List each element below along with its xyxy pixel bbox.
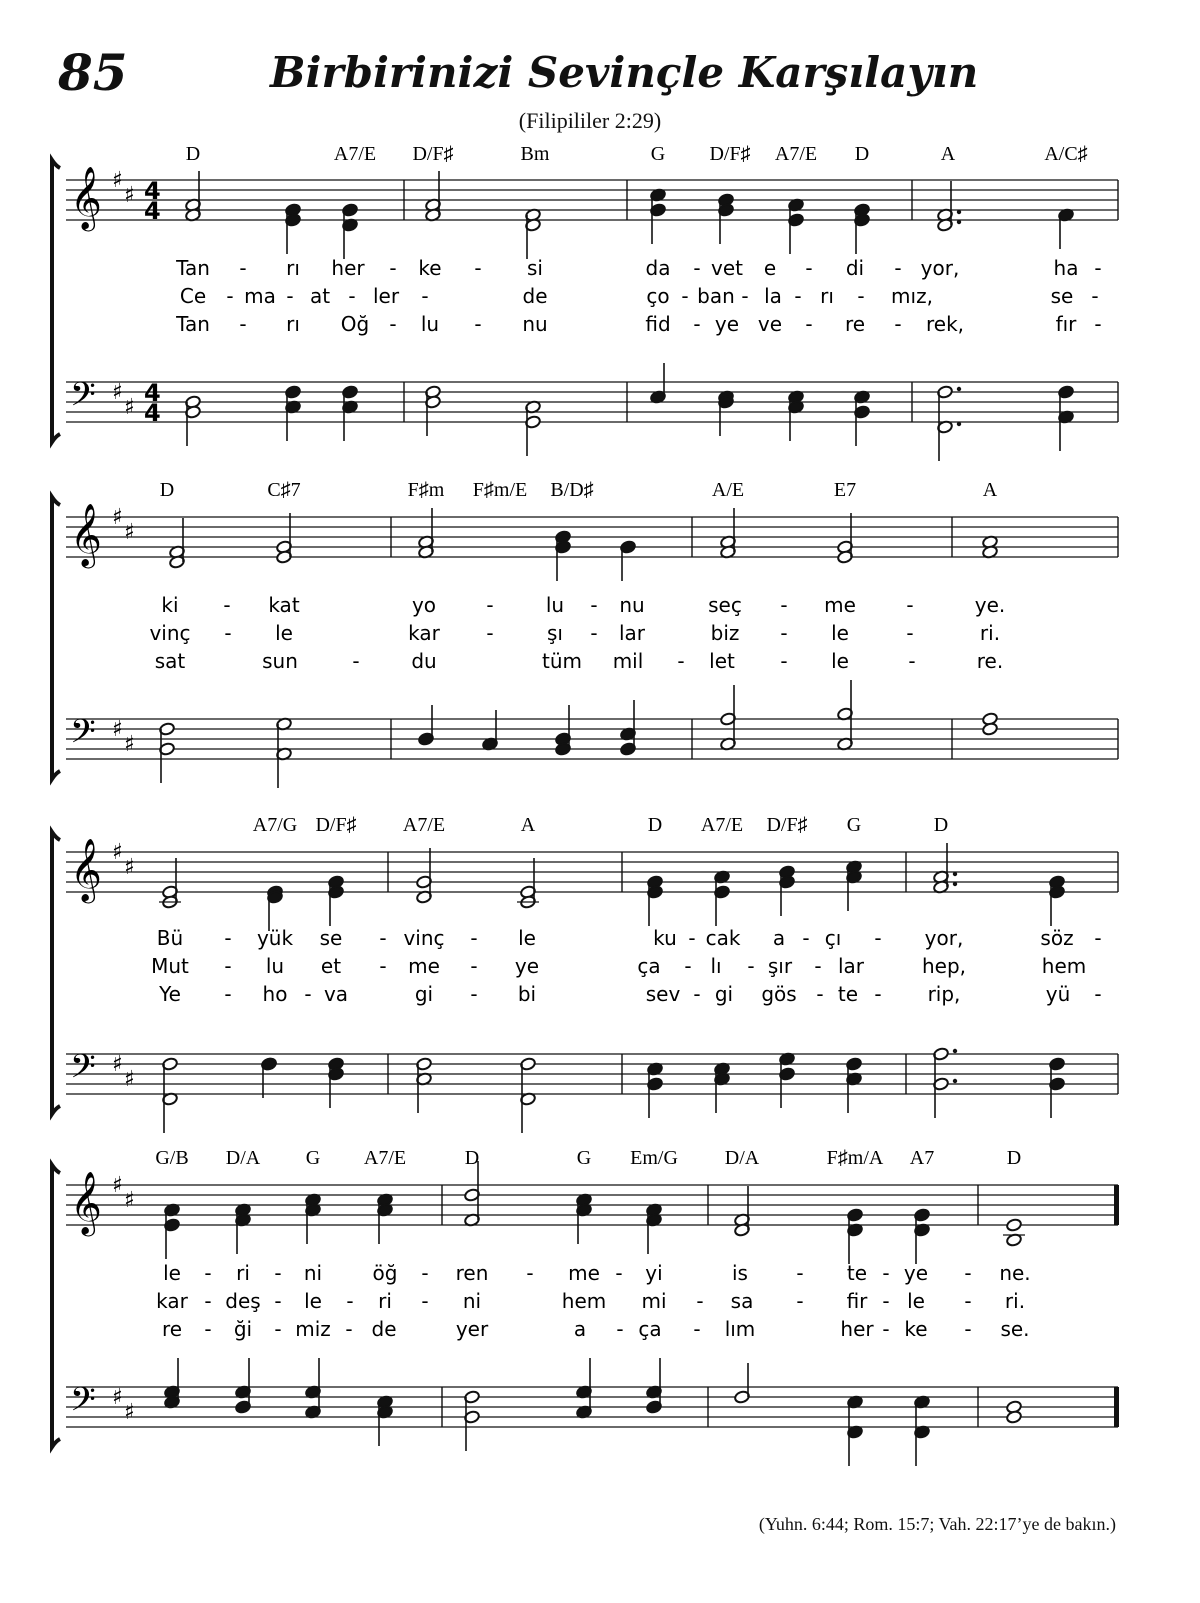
lyric-syllable: ma xyxy=(244,284,276,308)
lyric-syllable: ler xyxy=(372,284,400,308)
lyric-syllable: yü xyxy=(1045,982,1071,1006)
lyric-syllable: Tan xyxy=(176,256,210,280)
lyric-syllable: - xyxy=(352,649,360,673)
lyric-syllable: - xyxy=(693,982,701,1006)
lyric-syllable: - xyxy=(964,1289,972,1313)
lyric-syllable: le xyxy=(831,649,849,673)
lyric-syllable: - xyxy=(1094,926,1102,950)
key-signature-sharp: ♯ xyxy=(124,183,135,208)
chord-symbol: G xyxy=(650,143,666,165)
chord-symbol: A7 xyxy=(909,1147,935,1169)
chord-symbol: Em/G xyxy=(630,1147,678,1169)
lyric-syllable: le xyxy=(907,1289,925,1313)
lyric-syllable: - xyxy=(814,954,822,978)
lyric-syllable: re xyxy=(844,312,866,336)
lyric-syllable: ni xyxy=(462,1289,482,1313)
chord-symbol: D/F♯ xyxy=(709,143,751,165)
lyric-syllable: lu xyxy=(545,593,565,617)
chord-symbol: G xyxy=(576,1147,592,1169)
key-signature-sharp: ♯ xyxy=(112,1173,123,1198)
lyric-syllable: le xyxy=(275,621,293,645)
lyric-syllable: ri xyxy=(236,1261,250,1285)
music-system xyxy=(52,1147,1119,1466)
chord-symbol: A7/E xyxy=(700,814,744,836)
lyric-syllable: ri. xyxy=(979,621,1001,645)
key-signature-sharp: ♯ xyxy=(124,855,135,880)
lyric-syllable: si xyxy=(527,256,543,280)
lyric-syllable: mız, xyxy=(891,284,933,308)
lyric-syllable: ve xyxy=(757,312,783,336)
bass-clef: 𝄢 xyxy=(70,1381,96,1427)
lyric-syllable: - xyxy=(796,1261,804,1285)
chord-symbol: D/A xyxy=(225,1147,261,1169)
chord-symbol: D/A xyxy=(724,1147,760,1169)
lyric-syllable: lar xyxy=(618,621,646,645)
lyric-syllable: rı xyxy=(286,256,300,280)
music-system xyxy=(52,143,1118,461)
note-head xyxy=(982,722,999,736)
lyric-syllable: le xyxy=(163,1261,181,1285)
lyric-syllable: gi xyxy=(414,982,434,1006)
lyric-syllable: - xyxy=(1094,982,1102,1006)
chord-symbol: D xyxy=(1006,1147,1022,1169)
lyric-syllable: la xyxy=(764,284,782,308)
chord-symbol: A7/E xyxy=(774,143,818,165)
lyric-syllable: - xyxy=(239,256,247,280)
lyric-syllable: Bü xyxy=(156,926,184,950)
scripture-reference: (Filipililer 2:29) xyxy=(518,108,662,133)
lyric-syllable: at xyxy=(309,284,331,308)
lyric-syllable: şır xyxy=(767,954,793,978)
lyric-syllable: - xyxy=(226,284,234,308)
lyric-syllable: vinç xyxy=(403,926,445,950)
lyric-syllable: - xyxy=(474,312,482,336)
lyric-syllable: öğ xyxy=(372,1261,398,1285)
chord-symbol: F♯m xyxy=(407,479,445,501)
lyric-syllable: her xyxy=(331,256,365,280)
dot xyxy=(957,422,961,426)
lyric-syllable: hep, xyxy=(921,954,967,978)
lyric-syllable: - xyxy=(224,621,232,645)
lyric-syllable: seç xyxy=(708,593,742,617)
lyric-syllable: me xyxy=(568,1261,600,1285)
treble-clef: 𝄞 xyxy=(70,1171,102,1234)
lyric-syllable: - xyxy=(421,284,429,308)
lyric-syllable: ku xyxy=(653,926,677,950)
lyric-syllable: - xyxy=(389,256,397,280)
key-signature-sharp: ♯ xyxy=(112,1385,123,1410)
chord-symbol: F♯m/A xyxy=(826,1147,884,1169)
music-system xyxy=(52,814,1118,1133)
lyric-syllable: fid xyxy=(645,312,671,336)
cross-references: (Yuhn. 6:44; Rom. 15:7; Vah. 22:17’ye de bakın.) xyxy=(758,1514,1116,1534)
lyric-syllable: - xyxy=(894,256,902,280)
lyric-syllable: - xyxy=(964,1317,972,1341)
dot xyxy=(957,210,961,214)
lyric-syllable: - xyxy=(874,982,882,1006)
lyric-syllable: - xyxy=(486,621,494,645)
lyric-syllable: yük xyxy=(256,926,294,950)
lyric-syllable: - xyxy=(421,1261,429,1285)
lyric-syllable: - xyxy=(693,256,701,280)
lyric-syllable: Oğ xyxy=(340,312,370,336)
chord-symbol: A xyxy=(982,479,998,501)
chord-symbol: D xyxy=(933,814,949,836)
key-signature-sharp: ♯ xyxy=(124,1188,135,1213)
lyric-syllable: - xyxy=(345,1317,353,1341)
lyric-syllable: mil xyxy=(612,649,644,673)
lyric-syllable: - xyxy=(693,1317,701,1341)
lyric-syllable: - xyxy=(474,256,482,280)
time-signature-bottom: 4 xyxy=(144,197,161,225)
lyric-syllable: - xyxy=(470,982,478,1006)
lyric-syllable: ri. xyxy=(1004,1289,1026,1313)
lyric-syllable: - xyxy=(224,982,232,1006)
lyric-syllable: ye. xyxy=(974,593,1006,617)
chord-symbol: D xyxy=(647,814,663,836)
chord-symbol: F♯m/E xyxy=(472,479,528,501)
lyric-syllable: ği xyxy=(233,1317,253,1341)
time-signature-top: 4 xyxy=(144,177,161,205)
lyric-syllable: - xyxy=(204,1261,212,1285)
lyric-syllable: - xyxy=(796,1289,804,1313)
music-system xyxy=(52,479,1118,788)
lyric-syllable: da xyxy=(645,256,671,280)
lyric-syllable: ni xyxy=(303,1261,323,1285)
lyric-syllable: - xyxy=(908,649,916,673)
lyric-syllable: let xyxy=(709,649,735,673)
lyric-syllable: deş xyxy=(225,1289,261,1313)
lyric-syllable: - xyxy=(684,954,692,978)
chord-symbol: D xyxy=(185,143,201,165)
lyric-syllable: - xyxy=(286,284,294,308)
lyric-syllable: - xyxy=(805,256,813,280)
lyric-syllable: de xyxy=(371,1317,397,1341)
system-bracket xyxy=(52,160,60,442)
lyric-syllable: - xyxy=(882,1261,890,1285)
lyric-syllable: le xyxy=(518,926,536,950)
chord-symbol: D/F♯ xyxy=(766,814,808,836)
lyric-syllable: söz xyxy=(1040,926,1074,950)
lyric-syllable: - xyxy=(741,284,749,308)
lyric-syllable: - xyxy=(696,1289,704,1313)
dot xyxy=(953,882,957,886)
chord-symbol: G/B xyxy=(155,1147,189,1169)
lyric-syllable: du xyxy=(411,649,437,673)
lyric-syllable: rip, xyxy=(927,982,961,1006)
bass-clef: 𝄢 xyxy=(70,1048,96,1094)
lyric-syllable: yor, xyxy=(924,926,964,950)
chord-symbol: D xyxy=(159,479,175,501)
lyric-syllable: de xyxy=(522,284,548,308)
lyric-syllable: - xyxy=(615,1261,623,1285)
time-signature-bottom: 4 xyxy=(144,399,161,427)
chord-symbol: A7/E xyxy=(363,1147,407,1169)
treble-clef: 𝄞 xyxy=(70,503,102,566)
chord-symbol: Bm xyxy=(520,143,550,165)
lyric-syllable: re. xyxy=(976,649,1004,673)
lyric-syllable: - xyxy=(882,1317,890,1341)
lyric-syllable: - xyxy=(348,284,356,308)
lyric-syllable: her xyxy=(840,1317,874,1341)
chord-symbol: G xyxy=(305,1147,321,1169)
lyric-syllable: - xyxy=(802,926,810,950)
system-bracket xyxy=(52,1165,60,1447)
chord-symbol: A/C♯ xyxy=(1044,143,1088,165)
key-signature-sharp: ♯ xyxy=(112,717,123,742)
lyric-syllable: - xyxy=(857,284,865,308)
lyric-syllable: se xyxy=(1050,284,1074,308)
key-signature-sharp: ♯ xyxy=(112,168,123,193)
bass-clef: 𝄢 xyxy=(70,376,96,422)
lyric-syllable: nu xyxy=(522,312,548,336)
lyric-syllable: biz xyxy=(710,621,740,645)
lyric-syllable: - xyxy=(677,649,685,673)
lyric-syllable: - xyxy=(794,284,802,308)
lyric-syllable: Tan xyxy=(176,312,210,336)
lyric-syllable: gi xyxy=(714,982,734,1006)
song-title: Birbirinizi Sevinçle Karşılayın xyxy=(270,48,979,97)
chord-symbol: A7/E xyxy=(402,814,446,836)
key-signature-sharp: ♯ xyxy=(112,840,123,865)
lyric-syllable: vinç xyxy=(149,621,191,645)
chord-symbol: G xyxy=(846,814,862,836)
lyric-syllable: ho xyxy=(262,982,288,1006)
lyric-syllable: ke xyxy=(418,256,442,280)
chord-symbol: E7 xyxy=(833,479,857,501)
lyric-syllable: sat xyxy=(154,649,186,673)
lyric-syllable: yor, xyxy=(920,256,960,280)
lyric-syllable: - xyxy=(274,1289,282,1313)
lyric-syllable: me xyxy=(824,593,856,617)
key-signature-sharp: ♯ xyxy=(124,395,135,420)
chord-symbol: A7/G xyxy=(252,814,298,836)
lyric-syllable: - xyxy=(224,954,232,978)
lyric-syllable: me xyxy=(408,954,440,978)
dot xyxy=(953,872,957,876)
lyric-syllable: lı xyxy=(710,954,722,978)
lyric-syllable: - xyxy=(486,593,494,617)
lyric-syllable: - xyxy=(204,1289,212,1313)
lyric-syllable: - xyxy=(874,926,882,950)
chord-symbol: D xyxy=(464,1147,480,1169)
bass-clef: 𝄢 xyxy=(70,713,96,759)
lyric-syllable: kar xyxy=(156,1289,188,1313)
lyric-syllable: fir xyxy=(846,1289,868,1313)
lyric-syllable: - xyxy=(304,982,312,1006)
lyric-syllable: - xyxy=(747,954,755,978)
lyric-syllable: - xyxy=(964,1261,972,1285)
lyric-syllable: va xyxy=(323,982,349,1006)
lyric-syllable: - xyxy=(274,1317,282,1341)
lyric-syllable: - xyxy=(421,1289,429,1313)
chord-symbol: A/E xyxy=(711,479,745,501)
dot xyxy=(957,220,961,224)
chord-symbol: A7/E xyxy=(333,143,377,165)
lyric-syllable: - xyxy=(681,284,689,308)
dot xyxy=(953,1049,957,1053)
final-barline xyxy=(1114,1185,1119,1225)
chord-symbol: D xyxy=(854,143,870,165)
lyric-syllable: Ye xyxy=(159,982,181,1006)
lyric-syllable: gös xyxy=(761,982,797,1006)
lyric-syllable: lu xyxy=(420,312,440,336)
lyric-syllable: hem xyxy=(1041,954,1087,978)
lyric-syllable: - xyxy=(204,1317,212,1341)
treble-clef: 𝄞 xyxy=(70,838,102,901)
lyric-syllable: et xyxy=(320,954,342,978)
chord-symbol: D/F♯ xyxy=(315,814,357,836)
lyric-syllable: a xyxy=(573,1317,587,1341)
lyric-syllable: lar xyxy=(837,954,865,978)
lyric-syllable: - xyxy=(590,621,598,645)
system-bracket xyxy=(52,497,60,779)
chord-symbol: C♯7 xyxy=(267,479,301,501)
lyric-syllable: - xyxy=(780,621,788,645)
lyric-syllable: - xyxy=(780,593,788,617)
lyric-syllable: rı xyxy=(286,312,300,336)
time-signature-top: 4 xyxy=(144,379,161,407)
lyric-syllable: a xyxy=(772,926,786,950)
lyric-syllable: ha xyxy=(1053,256,1079,280)
lyric-syllable: - xyxy=(906,593,914,617)
lyric-syllable: yer xyxy=(455,1317,489,1341)
lyric-syllable: - xyxy=(470,954,478,978)
chord-symbol: A xyxy=(520,814,536,836)
lyric-syllable: Ce xyxy=(179,284,207,308)
note-head xyxy=(1006,1218,1023,1232)
lyric-syllable: - xyxy=(616,1317,624,1341)
lyric-syllable: yo xyxy=(411,593,437,617)
lyric-syllable: fır xyxy=(1055,312,1077,336)
lyric-syllable: cak xyxy=(705,926,741,950)
lyric-syllable: ne. xyxy=(999,1261,1031,1285)
lyric-syllable: ye xyxy=(514,954,540,978)
dot xyxy=(953,1079,957,1083)
key-signature-sharp: ♯ xyxy=(124,520,135,545)
lyric-syllable: ri xyxy=(378,1289,392,1313)
lyric-syllable: - xyxy=(346,1289,354,1313)
lyric-syllable: - xyxy=(224,926,232,950)
lyric-syllable: lım xyxy=(724,1317,756,1341)
lyric-syllable: hem xyxy=(561,1289,607,1313)
lyric-syllable: - xyxy=(894,312,902,336)
lyric-syllable: - xyxy=(274,1261,282,1285)
lyric-syllable: se xyxy=(319,926,343,950)
lyric-syllable: vet xyxy=(711,256,743,280)
lyric-syllable: - xyxy=(526,1261,534,1285)
lyric-syllable: - xyxy=(882,1289,890,1313)
lyric-syllable: ki xyxy=(161,593,179,617)
lyric-syllable: - xyxy=(780,649,788,673)
lyric-syllable: se. xyxy=(1000,1317,1030,1341)
lyric-syllable: şı xyxy=(547,621,563,645)
lyric-syllable: - xyxy=(239,312,247,336)
lyric-syllable: - xyxy=(379,926,387,950)
lyric-syllable: kar xyxy=(408,621,440,645)
key-signature-sharp: ♯ xyxy=(112,1052,123,1077)
lyric-syllable: te xyxy=(837,982,859,1006)
lyric-syllable: re xyxy=(161,1317,183,1341)
lyric-syllable: - xyxy=(805,312,813,336)
lyric-syllable: - xyxy=(906,621,914,645)
lyric-syllable: bi xyxy=(517,982,537,1006)
lyric-syllable: nu xyxy=(619,593,645,617)
lyric-syllable: çı xyxy=(824,926,842,950)
lyric-syllable: sun xyxy=(262,649,298,673)
dot xyxy=(957,387,961,391)
system-bracket xyxy=(52,832,60,1114)
key-signature-sharp: ♯ xyxy=(112,505,123,530)
lyric-syllable: - xyxy=(590,593,598,617)
lyric-syllable: ça xyxy=(638,1317,662,1341)
key-signature-sharp: ♯ xyxy=(112,380,123,405)
lyric-syllable: sa xyxy=(730,1289,754,1313)
lyric-syllable: - xyxy=(1094,256,1102,280)
lyric-syllable: le xyxy=(831,621,849,645)
lyric-syllable: kat xyxy=(268,593,300,617)
lyric-syllable: ça xyxy=(637,954,661,978)
lyric-syllable: tüm xyxy=(542,649,582,673)
lyric-syllable: - xyxy=(1091,284,1099,308)
final-barline xyxy=(1114,1387,1119,1427)
lyric-syllable: is xyxy=(732,1261,748,1285)
lyric-syllable: - xyxy=(470,926,478,950)
lyric-syllable: ye xyxy=(903,1261,929,1285)
lyric-syllable: ren xyxy=(455,1261,489,1285)
lyric-syllable: miz xyxy=(295,1317,331,1341)
lyric-syllable: lu xyxy=(265,954,285,978)
key-signature-sharp: ♯ xyxy=(124,732,135,757)
lyric-syllable: - xyxy=(223,593,231,617)
lyric-syllable: te xyxy=(846,1261,868,1285)
note-head xyxy=(1006,1410,1023,1424)
lyric-syllable: sev xyxy=(645,982,681,1006)
song-number: 85 xyxy=(58,43,128,102)
lyric-syllable: e xyxy=(763,256,777,280)
lyric-syllable: rek, xyxy=(925,312,965,336)
lyric-syllable: - xyxy=(1094,312,1102,336)
lyric-syllable: - xyxy=(379,954,387,978)
key-signature-sharp: ♯ xyxy=(124,1400,135,1425)
lyric-syllable: ban xyxy=(697,284,735,308)
lyric-syllable: le xyxy=(304,1289,322,1313)
lyric-syllable: - xyxy=(389,312,397,336)
lyric-syllable: - xyxy=(816,982,824,1006)
treble-clef: 𝄞 xyxy=(70,166,102,229)
lyric-syllable: - xyxy=(688,926,696,950)
lyric-syllable: - xyxy=(693,312,701,336)
lyric-syllable: ço xyxy=(646,284,670,308)
lyric-syllable: ke xyxy=(904,1317,928,1341)
lyric-syllable: di xyxy=(845,256,865,280)
key-signature-sharp: ♯ xyxy=(124,1067,135,1092)
chord-symbol: D/F♯ xyxy=(412,143,454,165)
chord-symbol: A xyxy=(940,143,956,165)
lyric-syllable: yi xyxy=(645,1261,663,1285)
lyric-syllable: rı xyxy=(820,284,834,308)
lyric-syllable: mi xyxy=(641,1289,667,1313)
chord-symbol: B/D♯ xyxy=(550,479,594,501)
lyric-syllable: ye xyxy=(714,312,740,336)
lyric-syllable: Mut xyxy=(151,954,189,978)
